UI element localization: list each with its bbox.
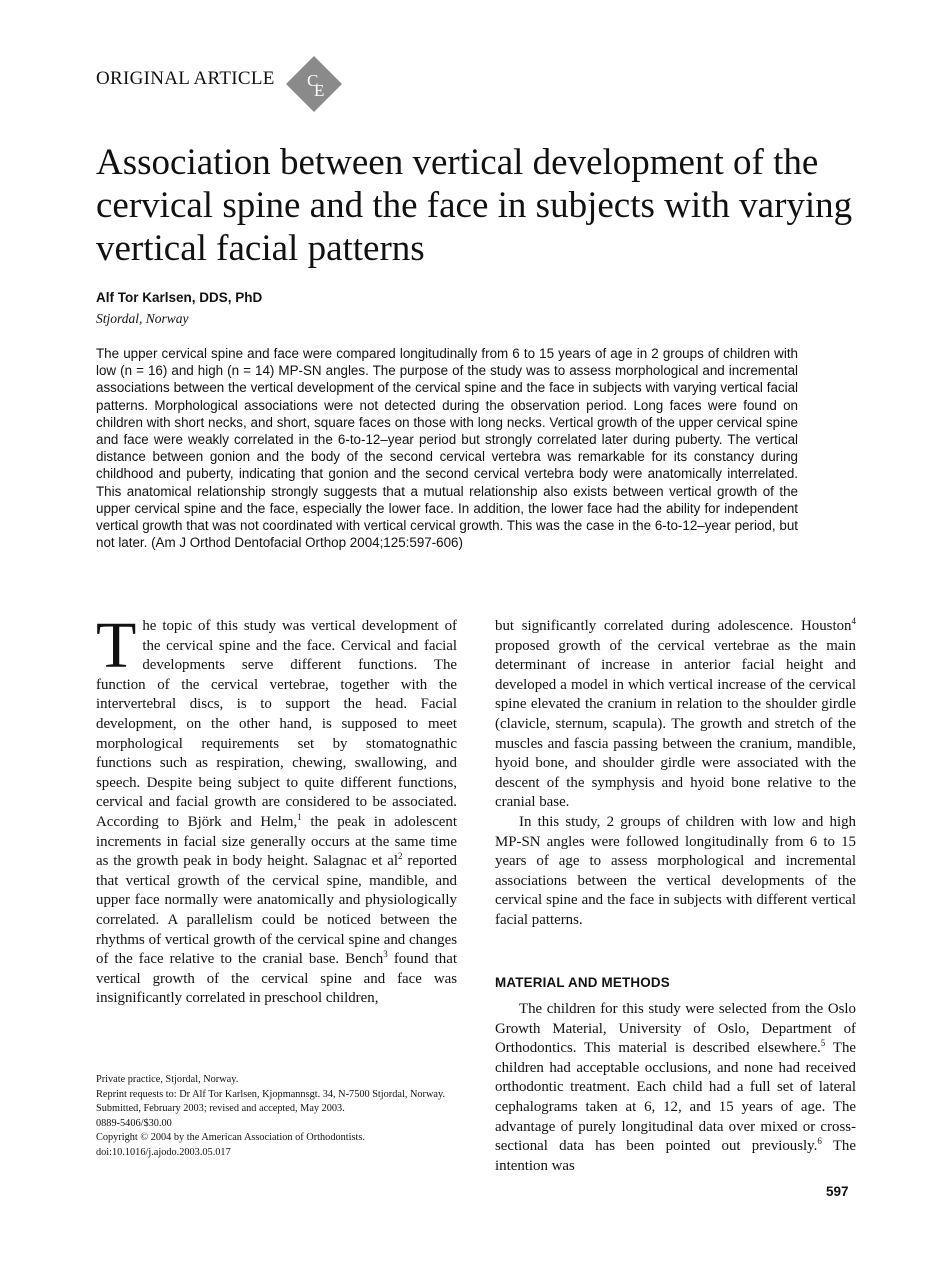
footnote-doi: doi:10.1016/j.ajodo.2003.05.017 — [96, 1146, 231, 1158]
reference-1: 1 — [297, 811, 302, 822]
methods-column — [495, 1000, 856, 1176]
methods-paragraph: The children for this study were selected from the Oslo Growth Material, University of Oslo, Department of Orthodontics. This material is described elsewhere.$^5$ The children had acceptable occlusions, and none had received orthodontic treatment. Each child had a full set of lateral cephalograms taken at 6, 12, and 15 years of age. The advantage of purely longitudinal data over mixed or cross-sectional data has been pointed out previously.$^6$ The intention was — [495, 1001, 856, 1174]
author-name: Alf Tor Karlsen, DDS, PhD — [96, 290, 263, 305]
footnote-copyright: Copyright © 2004 by the American Association of Orthodontists. — [96, 1132, 365, 1143]
body-column-right — [495, 617, 856, 931]
footnote-reprint-requests: Reprint requests to: Dr Alf Tor Karlsen, Kjopmannsgt. 34, N-7500 Stjordal, Norway. — [96, 1088, 446, 1100]
study-aim-paragraph: In this study, 2 groups of children with low and high MP-SN angles were followed longitudinally from 6 to 15 years of age to assess morphological and incremental associations between the vertical developments of the cervical spine and the face in subjects with different vertical facial patterns. — [495, 813, 856, 928]
author-location: Stjordal, Norway — [96, 311, 189, 326]
ce-badge-letter-c: C — [307, 71, 319, 90]
intro-paragraph: The topic of this study was vertical development of the cervical spine and the face. Cervical and facial developments serve different functions. The function of the cervical vertebrae, together with the intervertebral discs, is to support the head. Facial development, on the other hand, is supposed to meet morphological requirements set by stomatognathic functions such as respiration, chewing, swallowing, and speech. Despite being subject to quite different functions, cervical and facial growth are considered to be associated. According to Björk and Helm,$^1$ the peak in adolescent increments in facial size generally occurs at the same time as the growth peak in body height. Salagnac et $al^2$ reported that vertical growth of the cervical spine, mandible, and upper face normally were anatomically and physiologically correlated. A parallelism could be noticed between the rhythms of vertical growth of the cervical spine and changes of the face relative to the cranial base. Bench$^3$ found that vertical growth of the cervical spine and face was insignificantly correlated in preschool children, — [96, 609, 457, 1007]
footnote-issn: 0889-5406/$30.00 — [96, 1117, 172, 1129]
ce-badge-icon — [284, 54, 344, 114]
section-heading-material-methods: MATERIAL AND METHODS — [495, 975, 670, 990]
reference-6: 6 — [817, 1136, 822, 1147]
section-label: ORIGINAL ARTICLE — [96, 68, 275, 89]
article-title: Association between vertical development of the cervical spine and the face in subjects with varying vertical facial patterns — [96, 142, 853, 269]
ce-badge-letter-e: E — [314, 81, 325, 100]
reference-3: 3 — [383, 949, 388, 960]
reference-4: 4 — [851, 616, 856, 626]
abstract: The upper cervical spine and face were compared longitudinally from 6 to 15 years of age in 2 groups of children with low (n = 16) and high (n = 14) MP-SN angles. The purpose of the study was to assess morphological and incremental associations between the vertical development of the cervical spine and the face in subjects with varying vertical facial patterns. Morphological associations were not detected during the observation period. Long faces were found on children with short necks, and short, square faces on those with long necks. Vertical growth of the upper cervical spine and face were weakly correlated in the 6-to-12–year period but strongly correlated later during puberty. The vertical distance between gonion and the body of the second cervical vertebra was remarkable for its constancy during childhood and puberty, indicating that gonion and the second cervical vertebra body were anatomically interrelated. This anatomical relationship strongly suggests that a mutual relationship also exists between vertical growth of the upper cervical spine and the face, especially the lower face. In addition, the lower face had the ability for independent vertical growth that was not coordinated with vertical cervical growth. This was the case in the 6-to-12–year period, but not later. (Am J Orthod Dentofacial Orthop 2004;125:597-606) — [96, 346, 798, 551]
drop-cap: T — [96, 609, 137, 682]
intro-paragraph-continued: but significantly correlated during adolescence. Houston$^4$ proposed growth of the cervical vertebrae as the main determinant of increase in anterior facial height and developed a model in which vertical increase of the cervical spine elevated the cranium in relation to the shoulder girdle (clavicle, sternum, scapula). The growth and stretch of the muscles and fascia passing between the cranium, mandible, hyoid bone, and shoulder girdle were associated with the descent of the symphysis and hyoid bone relative to the cranial base. — [495, 616, 856, 811]
reference-2: 2 — [398, 851, 403, 862]
reference-5: 5 — [820, 1038, 826, 1049]
page-number: 597 — [826, 1184, 849, 1199]
footnotes — [96, 1073, 458, 1160]
footnote-affiliation: Private practice, Stjordal, Norway. — [96, 1074, 239, 1085]
body-column-left — [96, 609, 457, 1009]
footnote-submission-dates: Submitted, February 2003; revised and accepted, May 2003. — [96, 1103, 345, 1114]
